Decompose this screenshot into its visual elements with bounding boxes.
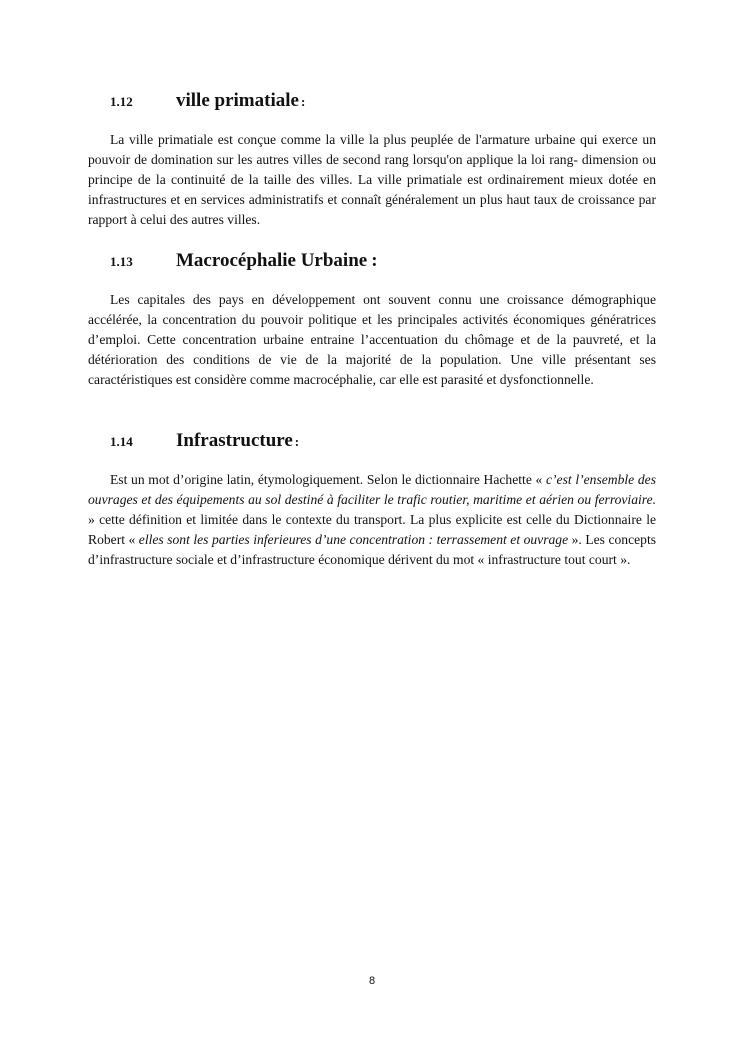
section-title-colon: : [294,434,300,449]
section-number: 1.14 [110,434,133,449]
page-number: 8 [368,975,376,987]
section-title [176,430,299,452]
section-heading [88,428,656,454]
section-infrastructure [88,428,656,570]
section-ville-primatiale [88,88,656,230]
section-paragraph [88,470,656,570]
paragraph-text: Est un mot d’origine latin, étymologiquement. Selon le dictionnaire Hachette « [110,472,546,487]
section-title-text: ville primatiale [176,90,299,111]
section-title [176,90,305,112]
section-title-colon: : [300,94,306,109]
robert-quote: elles sont les parties inferieures d’une concentration : terrassement et ouvrage [138,532,569,547]
hachette-quote: c’est l’ensemble des ouvrages et des équipements au sol destiné à faciliter le trafic routier, maritime et aérien ou ferroviaire. [88,472,656,507]
section-heading [88,248,656,274]
paragraph-text: » cette définition et limitée dans le contexte du transport. La plus explicite est celle du Dictionnaire le Robert « [88,512,656,547]
section-number: 1.13 [110,254,133,269]
section-title-colon: : [371,250,378,271]
section-number: 1.12 [110,94,133,109]
section-title-text: Infrastructure [176,430,293,451]
section-heading [88,88,656,114]
section-title-text: Macrocéphalie Urbaine [176,250,368,271]
section-paragraph: Les capitales des pays en développement ont souvent connu une croissance démographique accélérée, la concentration du pouvoir politique et les principales activités économiques génératrices d’emploi. Cette concentration urbaine entraine l’accentuation du chômage et de la pauvreté, et la détérioration des conditions de vie de la majorité de la population. Une ville présentant ses caractéristiques est considère comme macrocéphalie, car elle est parasité et dysfonctionnelle. [88,292,656,387]
paragraph-text: ». Les concepts d’infrastructure sociale et d’infrastructure économique dérivent du mot « infrastructure tout court ». [88,532,657,567]
section-paragraph: La ville primatiale est conçue comme la ville la plus peuplée de l'armature urbaine qui exerce un pouvoir de domination sur les autres villes de second rang lorsqu'on applique la loi rang- dimension ou principe de la continuité de la taille des villes. La ville primatiale est ordinairement mieux dotée en infrastructures et en services administratifs et connaît généralement un plus haut taux de croissance par rapport à celui des autres villes. [88,132,656,227]
section-macrocephalie-urbaine [88,248,656,390]
section-title [176,250,378,272]
